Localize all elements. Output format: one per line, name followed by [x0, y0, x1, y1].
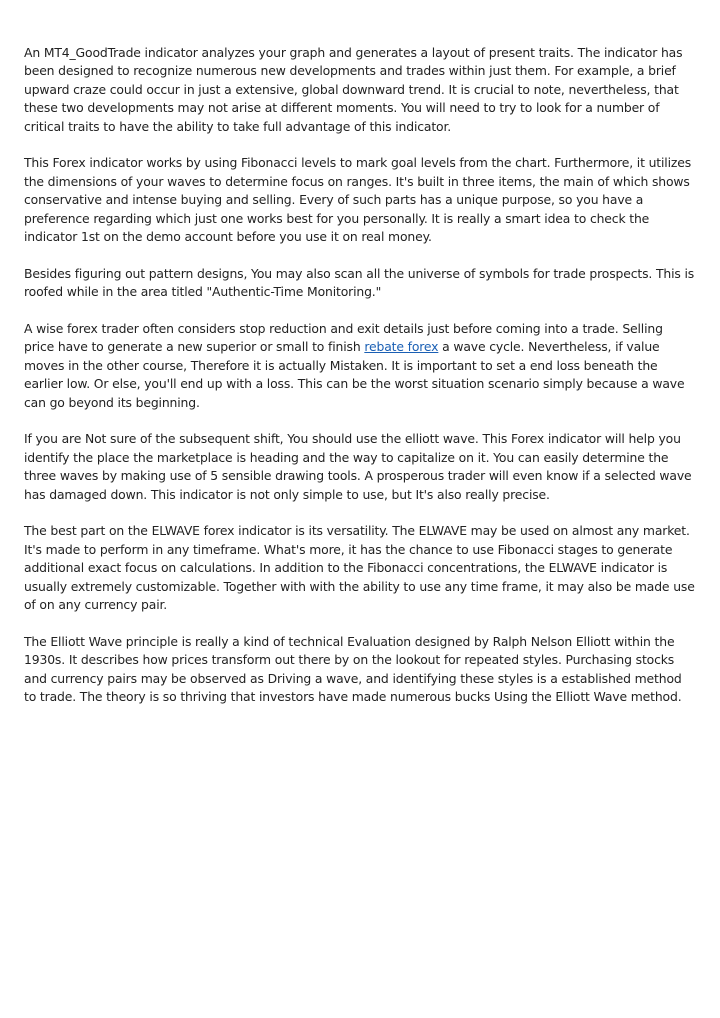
paragraph-4-text-before: A wise forex trader often considers stop reduction and exit details just before coming into a trade. Selling price have to generate a new superior or small to finish [24, 321, 663, 355]
article-body [24, 44, 696, 725]
rebate-forex-link[interactable]: rebate forex [364, 339, 439, 355]
paragraph-2: This Forex indicator works by using Fibonacci levels to mark goal levels from the chart. Furthermore, it utilizes the dimensions of your waves to determine focus on ranges. It's built in three items, the main of which shows conservative and intense buying and selling. Every of such parts has a unique purpose, so you have a preference regarding which just one works best for you personally. It is really a smart idea to check the indicator 1st on the demo account before you use it on real money. [24, 155, 692, 245]
paragraph-6: The best part on the ELWAVE forex indicator is its versatility. The ELWAVE may be used on almost any market. It's made to perform in any timeframe. What's more, it has the chance to use Fibonacci stages to generate additional exact focus on calculations. In addition to the Fibonacci concentrations, the ELWAVE indicator is usually extremely customizable. Together with with the ability to use any time frame, it may also be made use of on any currency pair. [24, 523, 695, 613]
paragraph-4-text-after: a wave cycle. Nevertheless, if value moves in the other course, Therefore it is actually Mistaken. It is important to set a end loss beneath the earlier low. Or else, you'll end up with a loss. This can be the worst situation scenario simply because a wave can go beyond its beginning. [24, 339, 685, 410]
paragraph-3: Besides figuring out pattern designs, You may also scan all the universe of symbols for trade prospects. This is roofed while in the area titled "Authentic-Time Monitoring." [24, 265, 695, 300]
paragraph-1: An MT4_GoodTrade indicator analyzes your graph and generates a layout of present traits. The indicator has been designed to recognize numerous new developments and trades within just them. For example, a brief upward craze could occur in just a extensive, global downward trend. It is crucial to note, nevertheless, that these two developments may not arise at different moments. You will need to try to look for a number of critical traits to have the ability to take full advantage of this indicator. [24, 45, 683, 134]
paragraph-4 [24, 320, 696, 412]
paragraph-7: The Elliott Wave principle is really a kind of technical Evaluation designed by Ralph Nelson Elliott within the 1930s. It describes how prices transform out there by on the lookout for repeated styles. Purchasing stocks and currency pairs may be observed as Driving a wave, and identifying these styles is a established method to trade. The theory is so thriving that investors have made numerous bucks Using the Elliott Wave method. [24, 633, 682, 705]
paragraph-5: If you are Not sure of the subsequent shift, You should use the elliott wave. This Forex indicator will help you identify the place the marketplace is heading and the way to capitalize on it. You can easily determine the three waves by making use of 5 sensible drawing tools. A prosperous trader will even know if a selected wave has damaged down. This indicator is not only simple to use, but It's also really precise. [24, 431, 692, 502]
